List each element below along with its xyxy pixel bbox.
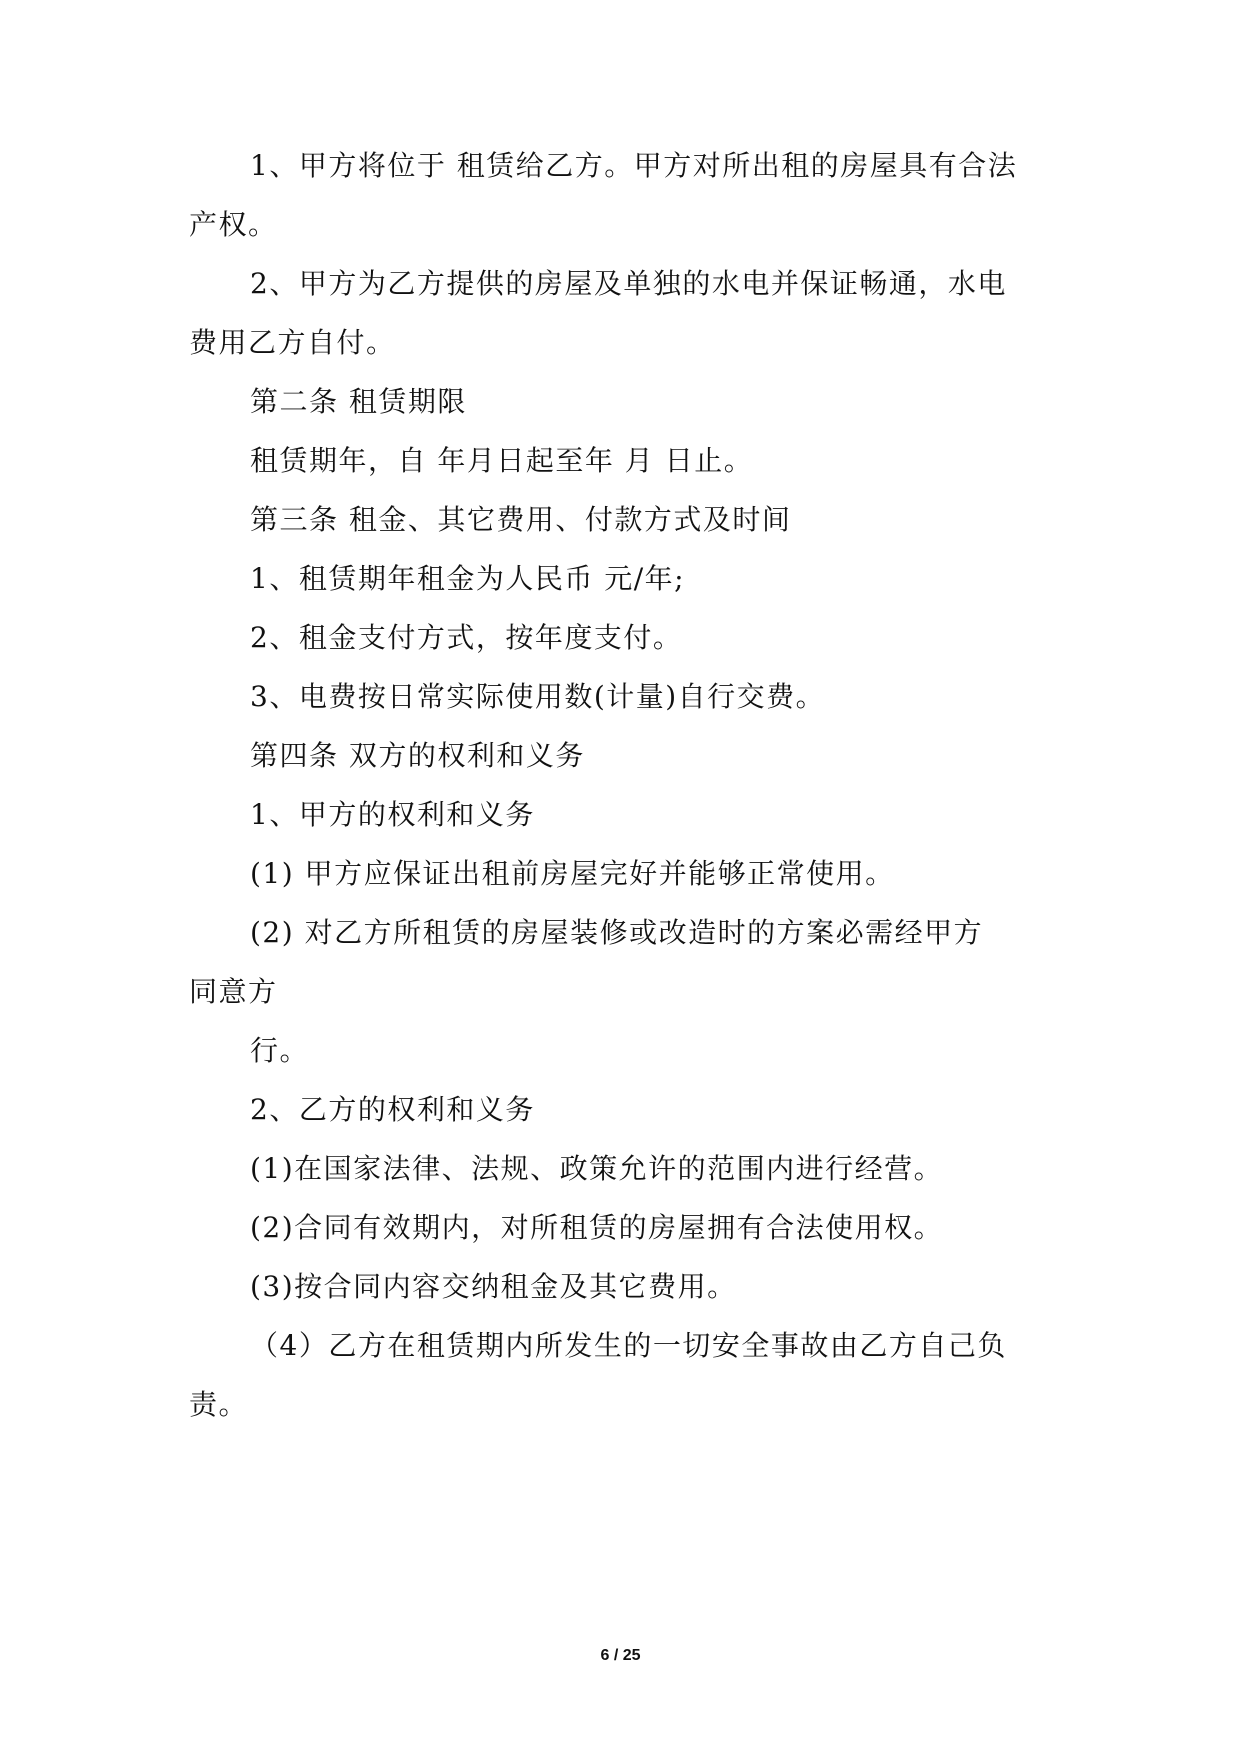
paragraph-line: (1) 甲方应保证出租前房屋完好并能够正常使用。 — [250, 857, 895, 890]
section-heading: 第三条 租金、其它费用、付款方式及时间 — [250, 503, 792, 536]
page-number: 6 / 25 — [600, 1647, 641, 1664]
paragraph-line: 租赁期年，自 年月日起至年 月 日止。 — [250, 444, 754, 477]
paragraph-line: 2、乙方的权利和义务 — [250, 1093, 535, 1126]
section-heading: 第四条 双方的权利和义务 — [250, 739, 585, 772]
paragraph-line: (2) 对乙方所租赁的房屋装修或改造时的方案必需经甲方 — [250, 916, 984, 949]
paragraph-line: 1、甲方将位于 租赁给乙方。甲方对所出租的房屋具有合法 — [250, 149, 1018, 182]
paragraph-line: (3)按合同内容交纳租金及其它费用。 — [250, 1270, 737, 1303]
paragraph-line: （4）乙方在租赁期内所发生的一切安全事故由乙方自己负 — [250, 1329, 1007, 1362]
paragraph-line: 产权。 — [189, 208, 278, 241]
paragraph-line: 3、电费按日常实际使用数(计量)自行交费。 — [250, 680, 826, 713]
paragraph-line: 费用乙方自付。 — [189, 326, 396, 359]
paragraph-line: 责。 — [189, 1388, 249, 1421]
paragraph-line: 2、甲方为乙方提供的房屋及单独的水电并保证畅通，水电 — [250, 267, 1007, 300]
paragraph-line: (1)在国家法律、法规、政策允许的范围内进行经营。 — [250, 1152, 944, 1185]
paragraph-line: 1、甲方的权利和义务 — [250, 798, 535, 831]
paragraph-line: 行。 — [250, 1034, 310, 1067]
paragraph-line: (2)合同有效期内，对所租赁的房屋拥有合法使用权。 — [250, 1211, 944, 1244]
paragraph-line: 同意方 — [189, 975, 278, 1008]
paragraph-line: 2、租金支付方式，按年度支付。 — [250, 621, 683, 654]
section-heading: 第二条 租赁期限 — [250, 385, 467, 418]
paragraph-line: 1、租赁期年租金为人民币 元/年; — [250, 562, 686, 595]
